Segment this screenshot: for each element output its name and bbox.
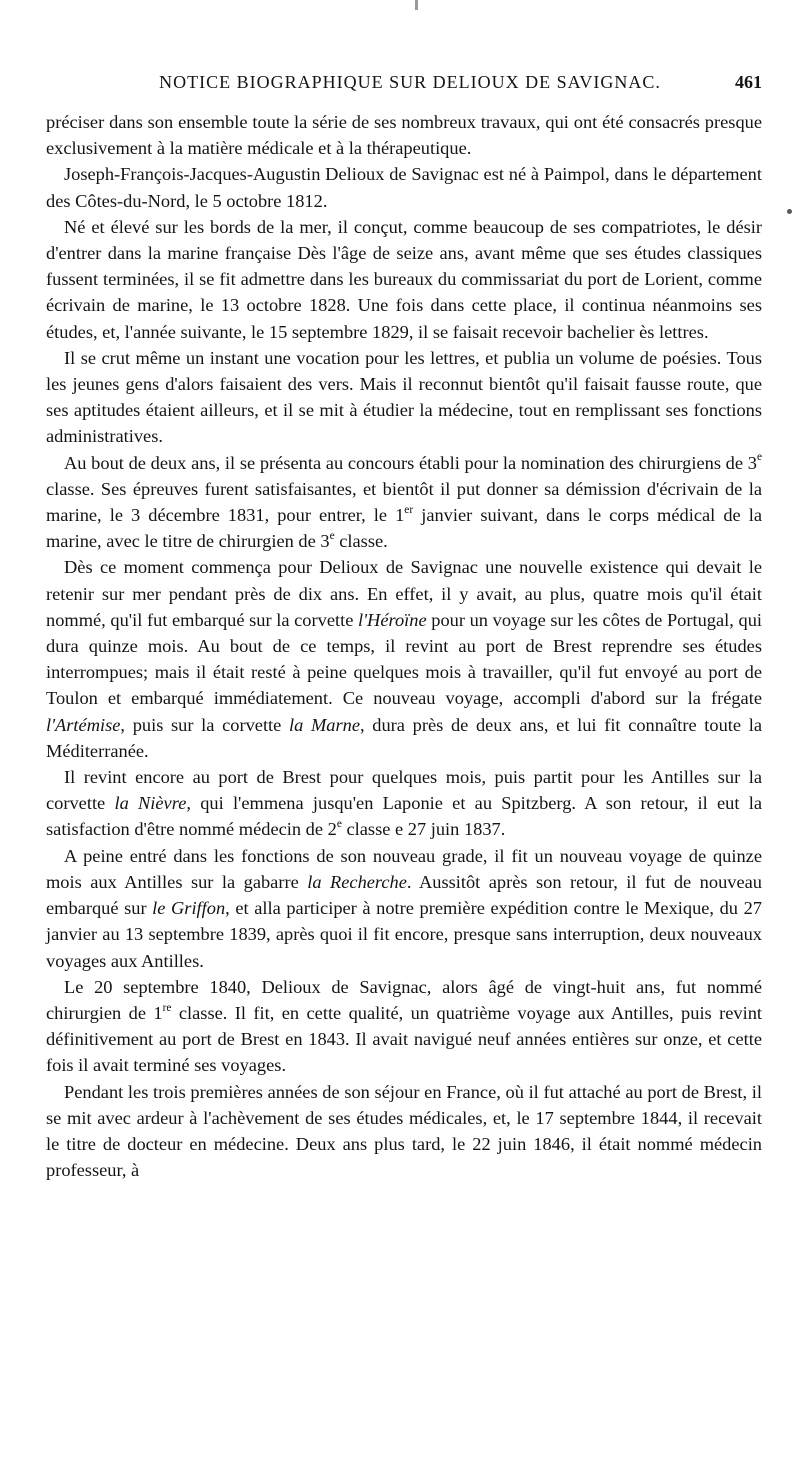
paragraph-8: A peine entré dans les fonctions de son nouveau grade, il fit un nouveau voyage de quinze mois aux Antilles sur la gabarre la Recherche. Aussitôt après son retour, il fut de nouveau embarqué sur le Griffon, et alla participer à notre première expédition contre le Mexique, du 27 janvier au 13 septembre 1839, après quoi il fit encore, presque sans interruption, deux nouveaux voyages aux Antilles. [46, 845, 762, 971]
margin-dot [787, 209, 792, 214]
running-head [46, 72, 762, 98]
paragraph-2: Joseph-François-Jacques-Augustin Delioux de Savignac est né à Paimpol, dans le département des Côtes-du-Nord, le 5 octobre 1812. [46, 164, 762, 211]
body-text [46, 109, 762, 1183]
paragraph-1: préciser dans son ensemble toute la série de ses nombreux travaux, qui ont été consacrés presque exclusivement à la matière médicale et à la thérapeutique. [46, 112, 762, 159]
ship-name: la Nièvre [114, 793, 187, 814]
ship-name: le Griffon [152, 898, 226, 919]
paragraph-10: Pendant les trois premières années de son séjour en France, où il fut attaché au port de Brest, il se mit avec ardeur à l'achèvement de ses études médicales, et, le 17 septembre 1844, il recevait le titre de docteur en médecine. Deux ans plus tard, le 22 juin 1846, il était nommé médecin professeur, à [46, 1081, 762, 1181]
paragraph-4: Il se crut même un instant une vocation pour les lettres, et publia un volume de poésies. Tous les jeunes gens d'alors faisaient des vers. Mais il reconnut bientôt qu'il faisait fausse route, que ses aptitudes étaient ailleurs, et il se mit à étudier la médecine, tout en remplissant ses fonctions administratives. [46, 347, 762, 447]
paragraph-9: Le 20 septembre 1840, Delioux de Savignac, alors âgé de vingt-huit ans, fut nommé chirurgien de 1re classe. Il fit, en cette qualité, un quatrième voyage aux Antilles, puis revint définitivement au port de Brest en 1843. Il avait navigué neuf années entières sur onze, et cette fois il avait terminé ses voyages. [46, 976, 763, 1076]
paragraph-7: Il revint encore au port de Brest pour quelques mois, puis partit pour les Antilles sur la corvette la Nièvre, qui l'emmena jusqu'en Laponie et au Spitzberg. A son retour, il eut la satisfaction d'être nommé médecin de 2e classe e 27 juin 1837. [46, 767, 762, 840]
ship-name: la Marne [289, 714, 361, 735]
superscript: e [336, 818, 342, 831]
ship-name: l'Héroïne [358, 609, 427, 630]
scan-mark [415, 0, 418, 10]
paragraph-3: Né et élevé sur les bords de la mer, il conçut, comme beaucoup de ses compatriotes, le désir d'entrer dans la marine française Dès l'âge de seize ans, avant même que ses études classiques fussent terminées, il se fit admettre dans les bureaux du commissariat du port de Lorient, comme écrivain de marine, le 13 octobre 1828. Une fois dans cette place, il continua néanmoins ses études, et, l'année suivante, le 15 septembre 1829, il se faisait recevoir bachelier ès lettres. [46, 216, 762, 342]
page-number: 461 [735, 72, 762, 92]
ship-name: l'Artémise [46, 714, 121, 735]
paragraph-5: Au bout de deux ans, il se présenta au concours établi pour la nomination des chirurgiens de 3e classe. Ses épreuves furent satisfaisantes, et bientôt il put donner sa démission d'écrivain de la marine, le 3 décembre 1831, pour entrer, le 1er janvier suivant, dans le corps médical de la marine, avec le titre de chirurgien de 3e classe. [46, 451, 762, 552]
ship-name: la Recherche [307, 871, 407, 892]
paragraph-6: Dès ce moment commença pour Delioux de Savignac une nouvelle existence qui devait le retenir sur mer pendant près de dix ans. En effet, il y avait, au plus, quatre mois qu'il était nommé, qu'il fut embarqué sur la corvette l'Héroïne pour un voyage sur les côtes de Portugal, qui dura quinze mois. Au bout de ce temps, il revint au port de Brest reprendre ses études interrompues; mais il était resté à peine quelques mois à travailler, qu'il fut envoyé au port de Toulon et embarqué immédiatement. Ce nouveau voyage, accompli d'abord sur la frégate l'Artémise, puis sur la corvette la Marne, dura près de deux ans, et lui fit connaître toute la Méditerranée. [46, 557, 763, 761]
running-title: NOTICE BIOGRAPHIQUE SUR DELIOUX DE SAVIGNAC. [159, 72, 661, 92]
superscript: e [329, 529, 335, 542]
superscript: re [162, 1001, 172, 1014]
superscript: er [404, 503, 414, 516]
superscript: e [756, 451, 762, 464]
